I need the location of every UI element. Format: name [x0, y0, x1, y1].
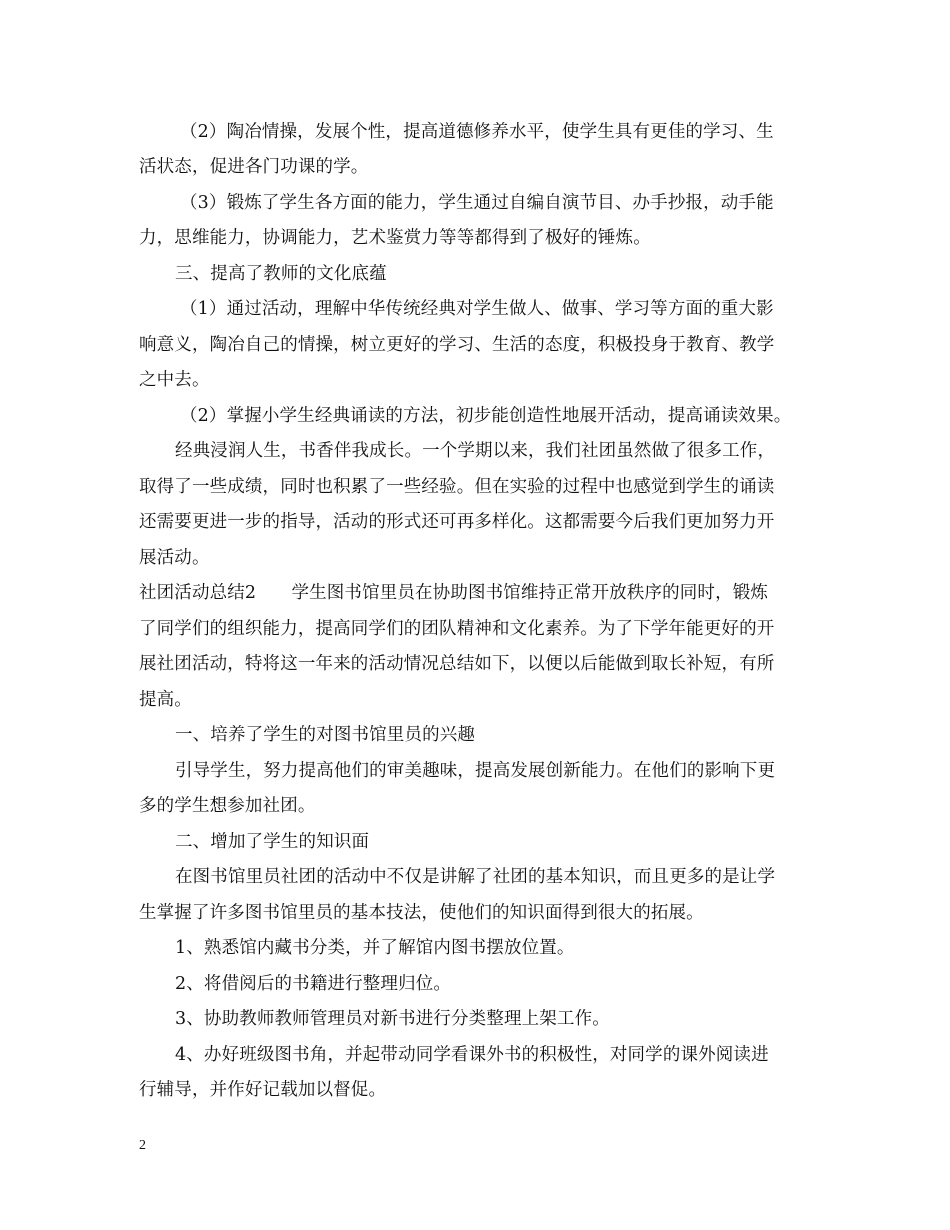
list-item: 4、办好班级图书角，并起带动同学看课外书的积极性，对同学的课外阅读进: [175, 1045, 769, 1065]
paragraph-line: 提高。: [139, 690, 192, 710]
paragraph-line: 在图书馆里员社团的活动中不仅是讲解了社团的基本知识，而且更多的是让学: [175, 867, 776, 887]
paragraph-line: 经典浸润人生，书香伴我成长。一个学期以来，我们社团虽然做了很多工作，: [175, 441, 776, 461]
paragraph-line: 展社团活动，特将这一年来的活动情况总结如下，以便以后能做到取长补短，有所: [139, 654, 775, 674]
paragraph-line: （2）陶冶情操，发展个性，提高道德修养水平，使学生具有更佳的学习、生: [180, 122, 774, 142]
paragraph-line: 活状态，促进各门功课的学。: [139, 157, 369, 177]
list-item: 3、协助教师教师管理员对新书进行分类整理上架工作。: [175, 1009, 610, 1029]
paragraph-line: 取得了一些成绩，同时也积累了一些经验。但在实验的过程中也感觉到学生的诵读: [139, 477, 775, 497]
section-heading: 三、提高了教师的文化底蕴: [175, 264, 387, 284]
paragraph-line: （1）通过活动，理解中华传统经典对学生做人、做事、学习等方面的重大影: [180, 299, 774, 319]
paragraph-line: 之中去。: [139, 370, 210, 390]
section-heading: 一、培养了学生的对图书馆里员的兴趣: [175, 725, 476, 745]
paragraph-line: 引导学生，努力提高他们的审美趣味，提高发展创新能力。在他们的影响下更: [175, 761, 776, 781]
section-title-line: 社团活动总结2 学生图书馆里员在协助图书馆维持正常开放秩序的同时，锻炼: [139, 583, 769, 603]
paragraph-line: 了同学们的组织能力，提高同学们的团队精神和文化素养。为了下学年能更好的开: [139, 619, 775, 639]
page-number: 2: [139, 1138, 146, 1153]
paragraph-line: 生掌握了许多图书馆里员的基本技法，使他们的知识面得到很大的拓展。: [139, 903, 704, 923]
paragraph-line: 力，思维能力，协调能力，艺术鉴赏力等等都得到了极好的锤炼。: [139, 228, 651, 248]
section-heading: 二、增加了学生的知识面: [175, 832, 370, 852]
paragraph-line: （3）锻炼了学生各方面的能力，学生通过自编自演节目、办手抄报，动手能: [180, 193, 774, 213]
list-item: 2、将借阅后的书籍进行整理归位。: [175, 974, 452, 994]
paragraph-line: 还需要更进一步的指导，活动的形式还可再多样化。这都需要今后我们更加努力开: [139, 512, 775, 532]
paragraph-line: 响意义，陶冶自己的情操，树立更好的学习、生活的态度，积极投身于教育、教学: [139, 335, 775, 355]
paragraph-line: 展活动。: [139, 548, 210, 568]
paragraph-line: 行辅导，并作好记载加以督促。: [139, 1080, 387, 1100]
paragraph-line: （2）掌握小学生经典诵读的方法，初步能创造性地展开活动，提高诵读效果。: [180, 406, 792, 426]
list-item: 1、熟悉馆内藏书分类，并了解馆内图书摆放位置。: [175, 938, 575, 958]
paragraph-line: 多的学生想参加社团。: [139, 796, 316, 816]
